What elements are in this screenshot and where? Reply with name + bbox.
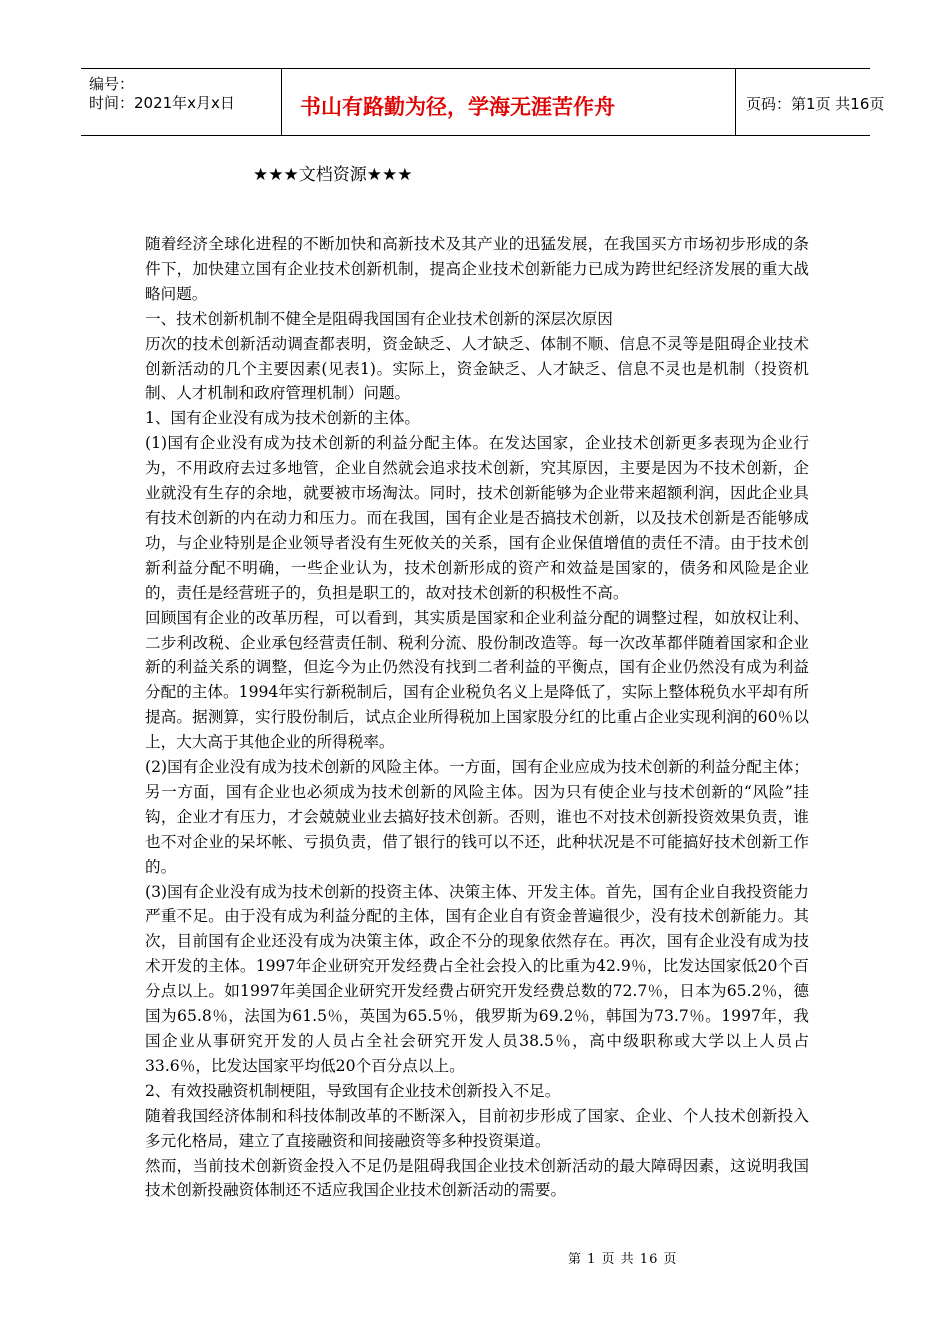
paragraph: 回顾国有企业的改革历程，可以看到，其实质是国家和企业利益分配的调整过程，如放权让利、二步利改税、企业承包经营责任制、税利分流、股份制改造等。每一次改革都伴随着国家和企业新的利益关系的调整，但迄今为止仍然没有找到二者利益的平衡点，国有企业仍然没有成为利益分配的主体。1994年实行新税制后，国有企业税负名义上是降低了，实际上整体税负水平却有所提高。据测算，实行股份制后，试点企业所得税加上国家股分红的比重占企业实现利润的60％以上，大大高于其他企业的所得税率。	[145, 608, 809, 752]
header-motto: 书山有路勤为径，学海无涯苦作舟	[300, 95, 615, 119]
paragraph: 随着经济全球化进程的不断加快和高新技术及其产业的迅猛发展，在我国买方市场初步形成的条件下，加快建立国有企业技术创新机制，提高企业技术创新能力已成为跨世纪经济发展的重大战略问题。	[145, 235, 809, 303]
paragraph: 历次的技术创新活动调查都表明，资金缺乏、人才缺乏、体制不顺、信息不灵等是阻碍企业技术创新活动的几个主要因素(见表1)。实际上，资金缺乏、人才缺乏、信息不灵也是机制（投资机制、人才机制和政府管理机制）问题。	[145, 334, 809, 403]
section-heading: 一、技术创新机制不健全是阻碍我国国有企业技术创新的深层次原因	[145, 309, 613, 328]
paragraph: 然而，当前技术创新资金投入不足仍是阻碍我国企业技术创新活动的最大障碍因素，这说明我国技术创新投融资体制还不适应我国企业技术创新活动的需要。	[145, 1156, 809, 1200]
page-footer: 第 1 页 共 16 页	[568, 1252, 678, 1267]
document-body	[145, 232, 809, 1203]
paragraph: 随着我国经济体制和科技体制改革的不断深入，目前初步形成了国家、企业、个人技术创新投入多元化格局，建立了直接融资和间接融资等多种投资渠道。	[145, 1106, 809, 1150]
document-number-label: 编号：	[89, 75, 135, 93]
header-page-info: 页码：第1页 共16页	[746, 95, 885, 113]
paragraph: (2)国有企业没有成为技术创新的风险主体。一方面，国有企业应成为技术创新的利益分配主体；另一方面，国有企业也必须成为技术创新的风险主体。因为只有使企业与技术创新的“风险”挂钩，企业才有压力，才会兢兢业业去搞好技术创新。否则，谁也不对技术创新投资效果负责，谁也不对企业的呆坏帐、亏损负责，借了银行的钱可以不还，此种状况是不可能搞好技术创新工作的。	[145, 758, 809, 876]
paragraph: (3)国有企业没有成为技术创新的投资主体、决策主体、开发主体。首先，国有企业自我投资能力严重不足。由于没有成为利益分配的主体，国有企业自有资金普遍很少，没有技术创新能力。其次，目前国有企业还没有成为决策主体，政企不分的现象依然存在。再次，国有企业没有成为技术开发的主体。1997年企业研究开发经费占全社会投入的比重为42.9％，比发达国家低20个百分点以上。如1997年美国企业研究开发经费占研究开发经费总数的72.7％，日本为65.2％，德国为65.8％，法国为61.5％，英国为65.5％，俄罗斯为69.2％，韩国为73.7％。1997年，我国企业从事研究开发的人员占全社会研究开发人员38.5％，高中级职称或大学以上人员占33.6％，比发达国家平均低20个百分点以上。	[145, 882, 809, 1075]
subsection-heading: 1、国有企业没有成为技术创新的主体。	[145, 409, 421, 428]
header-motto-cell	[281, 69, 736, 135]
resource-title: ★★★文档资源★★★	[253, 165, 413, 185]
header-meta	[81, 69, 281, 135]
paragraph: (1)国有企业没有成为技术创新的利益分配主体。在发达国家，企业技术创新更多表现为企业行为，不用政府去过多地管，企业自然就会追求技术创新，究其原因，主要是因为不技术创新，企业就没有生存的余地，就要被市场淘汰。同时，技术创新能够为企业带来超额利润，因此企业具有技术创新的内在动力和压力。而在我国，国有企业是否搞技术创新，以及技术创新是否能够成功，与企业特别是企业领导者没有生死攸关的关系，国有企业保值增值的责任不清。由于技术创新利益分配不明确，一些企业认为，技术创新形成的资产和效益是国家的，债务和风险是企业的，责任是经营班子的，负担是职工的，故对技术创新的积极性不高。	[145, 434, 809, 602]
document-header	[81, 68, 885, 136]
subsection-heading: 2、有效投融资机制梗阻，导致国有企业技术创新投入不足。	[145, 1081, 561, 1100]
document-date: 时间：2021年x月x日	[89, 94, 235, 112]
